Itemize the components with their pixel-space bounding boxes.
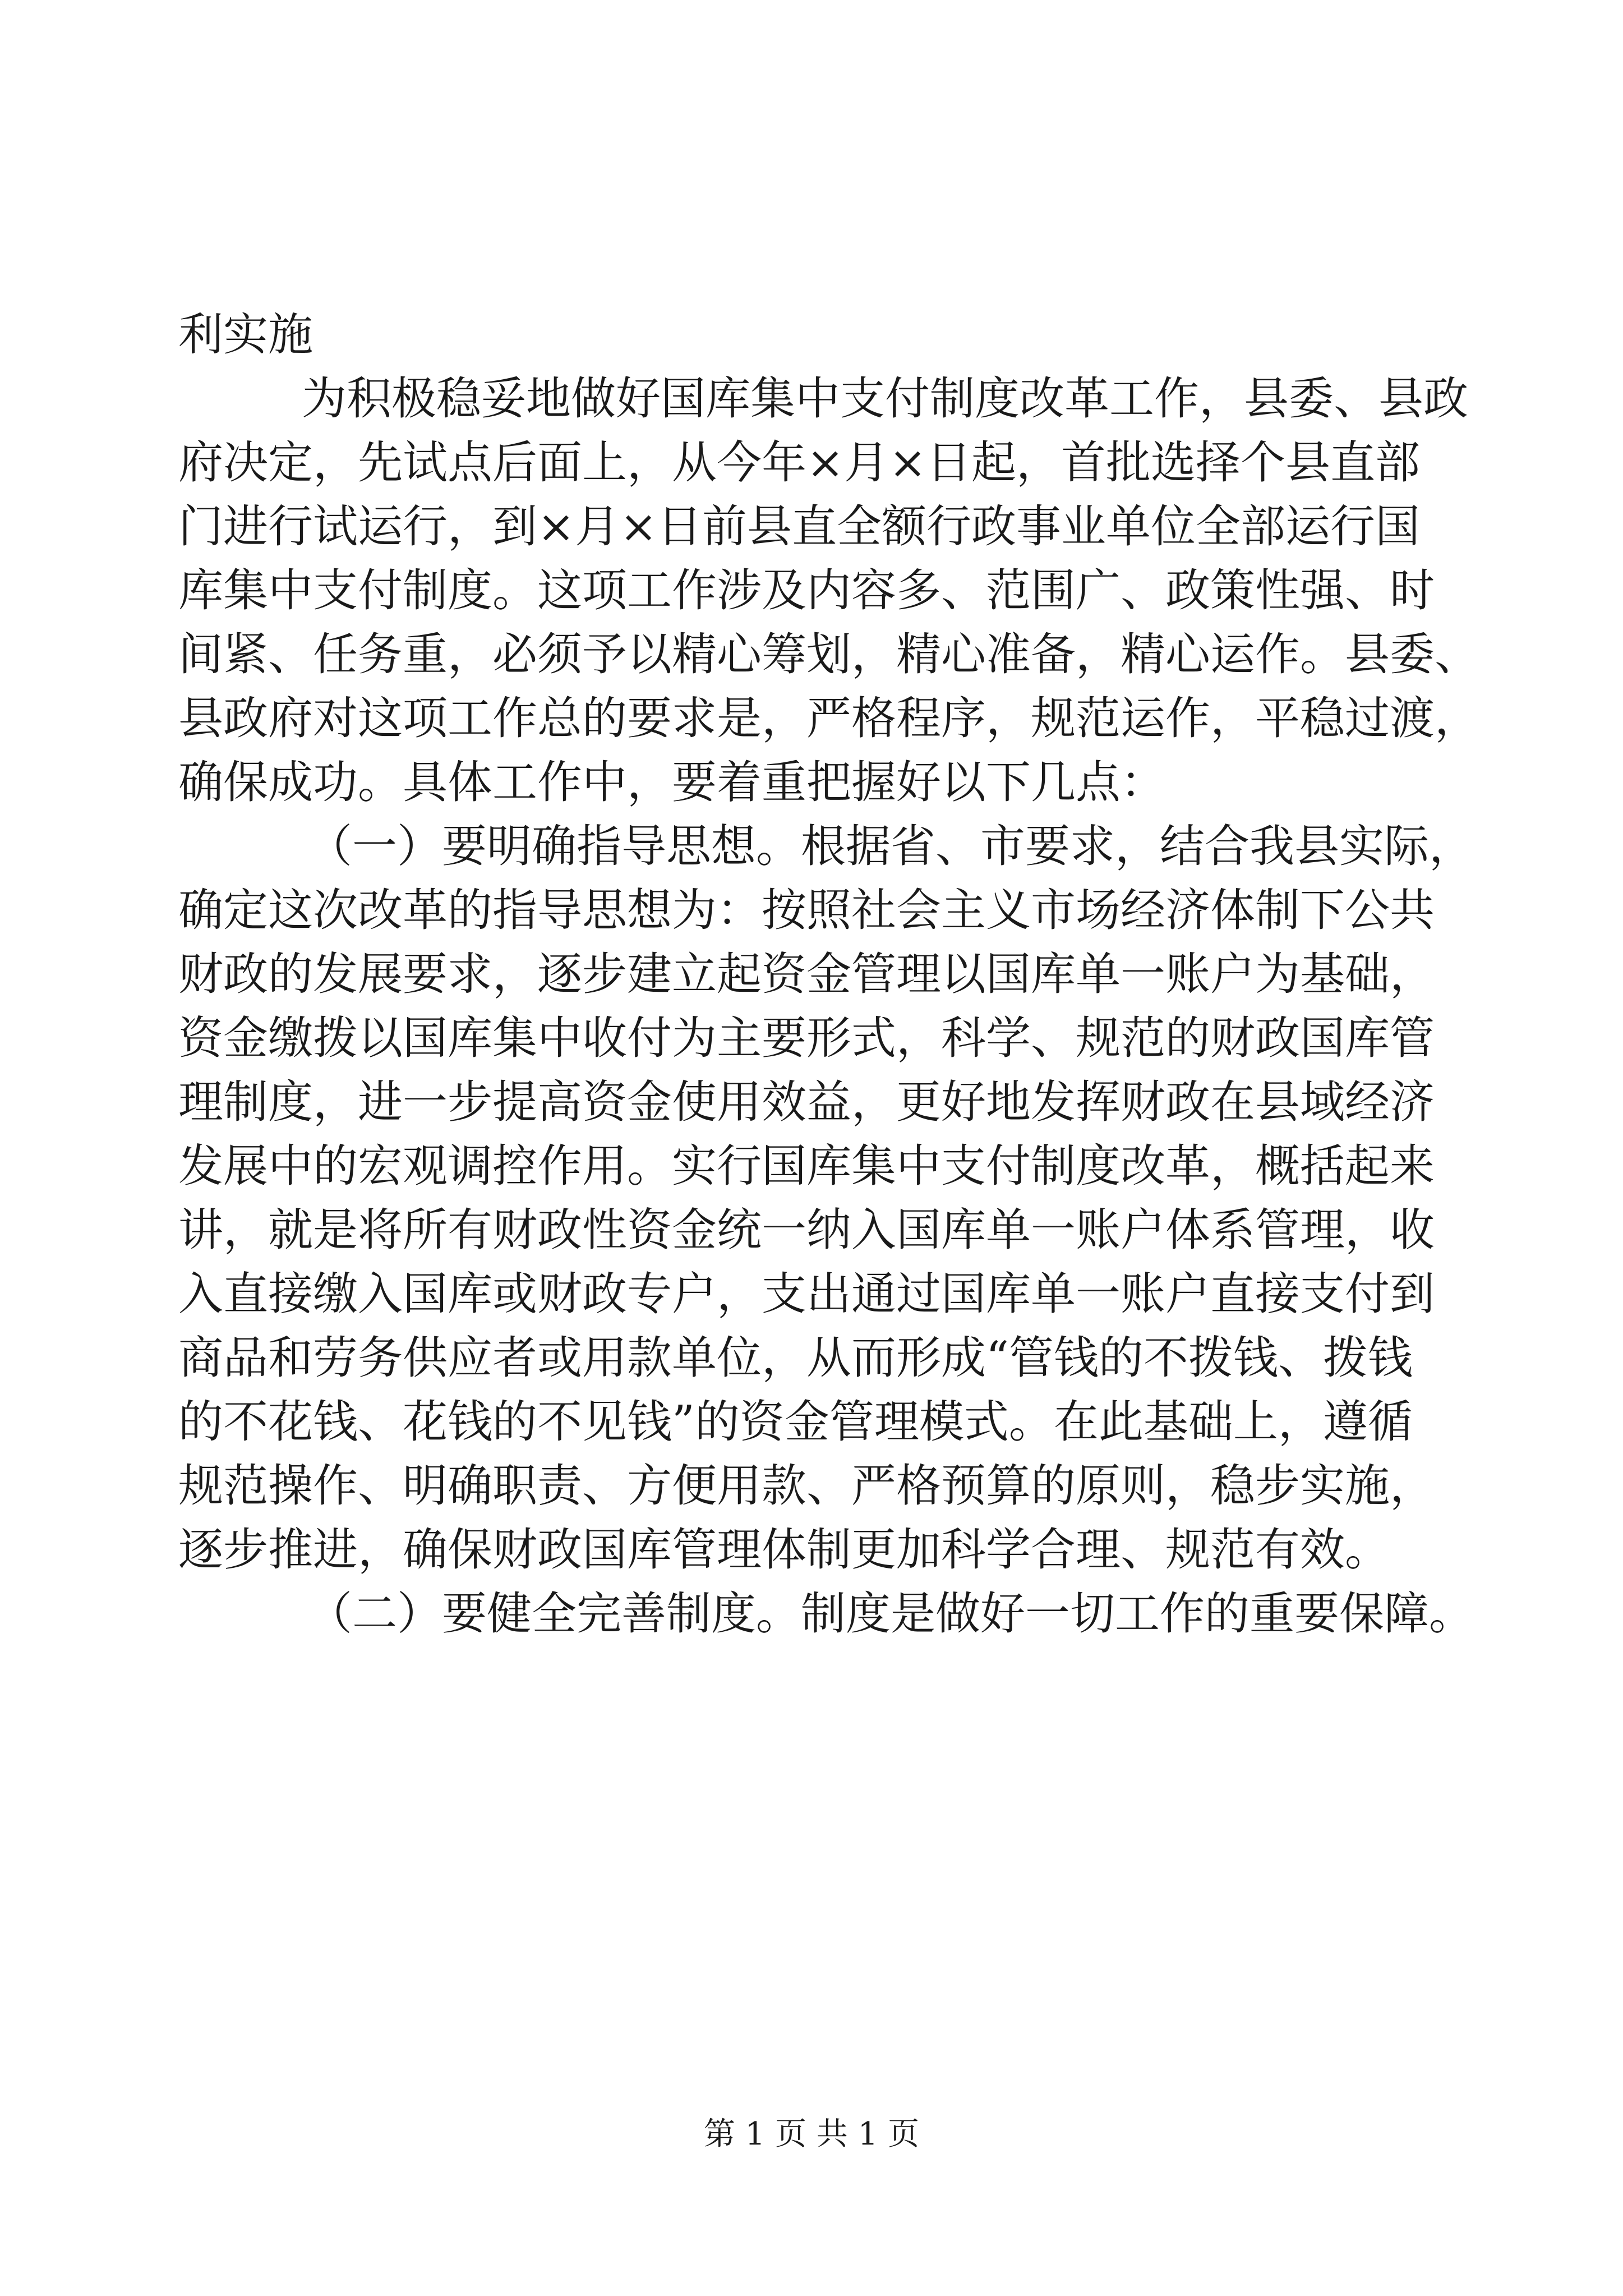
text-line: 间紧、任务重，必须予以精心筹划，精心准备，精心运作。县委、 — [178, 628, 1479, 680]
text-line: 逐步推进，确保财政国库管理体制更加科学合理、规范有效。 — [178, 1524, 1390, 1576]
text-line: 确定这次改革的指导思想为：按照社会主义市场经济体制下公共 — [178, 884, 1435, 936]
text-line: 理制度，进一步提高资金使用效益，更好地发挥财政在县域经济 — [178, 1076, 1435, 1128]
text-line: 确保成功。具体工作中，要着重把握好以下几点： — [178, 756, 1165, 808]
text-line: （一）要明确指导思想。根据省、市要求，结合我县实际， — [307, 820, 1474, 872]
text-line: 商品和劳务供应者或用款单位，从而形成“管钱的不拨钱、拨钱 — [178, 1332, 1413, 1384]
document-body — [178, 303, 1479, 1646]
text-line: 讲，就是将所有财政性资金统一纳入国库单一账户体系管理，收 — [178, 1204, 1435, 1256]
text-line: 发展中的宏观调控作用。实行国库集中支付制度改革，概括起来 — [178, 1140, 1435, 1192]
text-line: 的不花钱、花钱的不见钱”的资金管理模式。在此基础上，遵循 — [178, 1396, 1413, 1448]
text-line: 门进行试运行，到×月×日前县直全额行政事业单位全部运行国 — [178, 500, 1421, 553]
text-line: 县政府对这项工作总的要求是，严格程序，规范运作，平稳过渡， — [178, 692, 1479, 744]
page-footer: 第 1 页 共 1 页 — [703, 2116, 920, 2152]
text-line: 库集中支付制度。这项工作涉及内容多、范围广、政策性强、时 — [178, 564, 1435, 616]
text-line: 规范操作、明确职责、方便用款、严格预算的原则，稳步实施， — [178, 1460, 1435, 1512]
text-line: 为积极稳妥地做好国库集中支付制度改革工作，县委、县政 — [302, 372, 1468, 425]
text-line: 资金缴拨以国库集中收付为主要形式，科学、规范的财政国库管 — [178, 1012, 1435, 1064]
text-line: 府决定，先试点后面上，从今年×月×日起，首批选择个县直部 — [178, 436, 1421, 489]
text-line: 入直接缴入国库或财政专户，支出通过国库单一账户直接支付到 — [178, 1268, 1435, 1320]
text-line: 利实施 — [178, 309, 313, 361]
text-line: （二）要健全完善制度。制度是做好一切工作的重要保障。 — [307, 1588, 1474, 1640]
text-line: 财政的发展要求，逐步建立起资金管理以国库单一账户为基础， — [178, 948, 1435, 1000]
